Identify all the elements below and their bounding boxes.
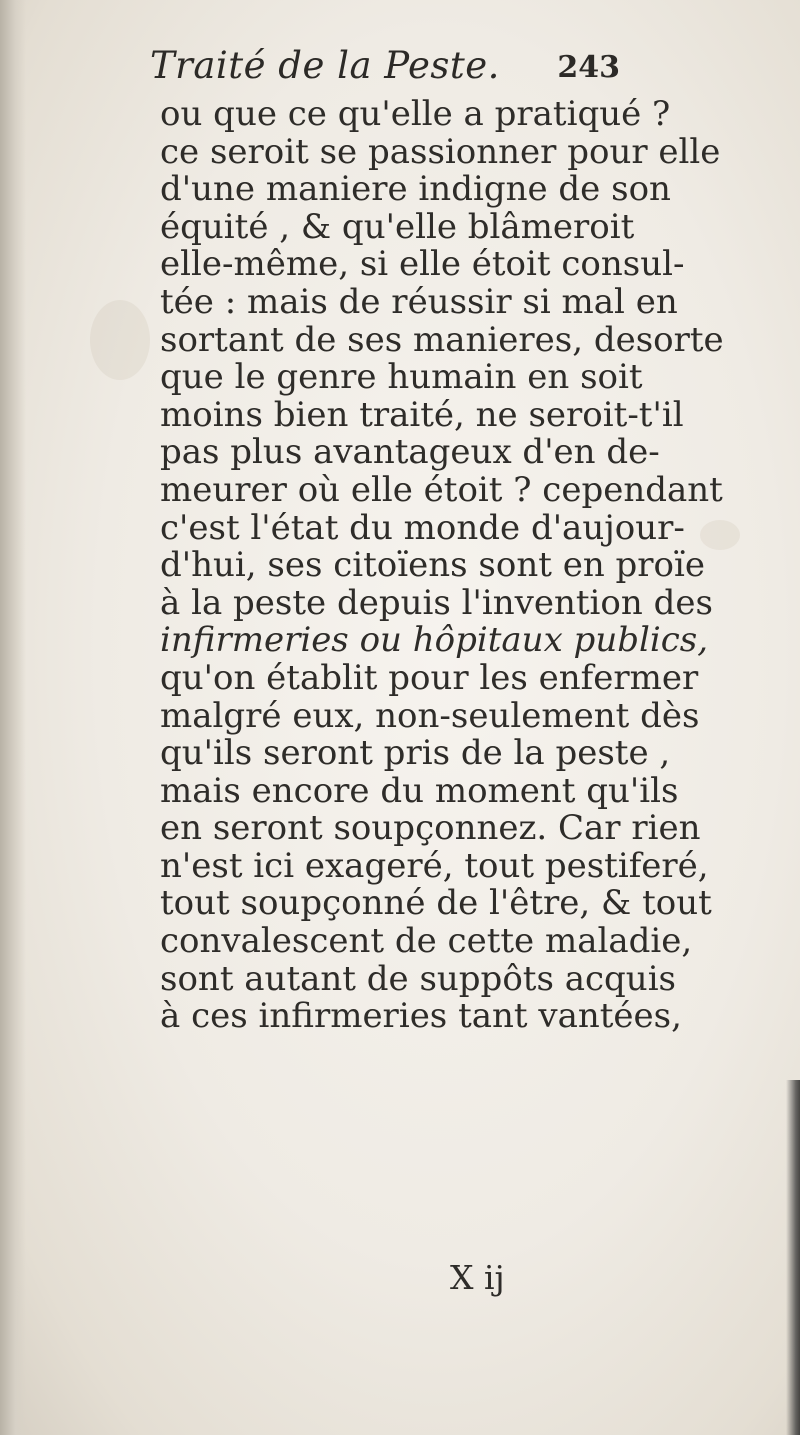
binding-shadow bbox=[0, 0, 26, 1435]
paper-stain bbox=[700, 520, 740, 550]
body-text bbox=[160, 94, 724, 1037]
page-header bbox=[150, 44, 620, 96]
text-line: qu'ils seront pris de la peste , bbox=[160, 733, 671, 774]
text-line: pas plus avantageux d'en de- bbox=[160, 432, 660, 473]
text-line: ou que ce qu'elle a pratiqué ? bbox=[160, 94, 671, 134]
signature-mark: X ij bbox=[450, 1258, 505, 1297]
text-line: à ces infirmeries tant vantées, bbox=[160, 996, 682, 1037]
text-line: sortant de ses manieres, desorte bbox=[160, 319, 724, 360]
text-line: malgré eux, non-seulement dès bbox=[160, 695, 700, 736]
text-line: convalescent de cette maladie, bbox=[160, 921, 693, 962]
text-line: à la peste depuis l'invention des bbox=[160, 582, 713, 623]
text-line: c'est l'état du monde d'aujour- bbox=[160, 507, 685, 548]
text-line: mais encore du moment qu'ils bbox=[160, 770, 679, 811]
text-line: que le genre humain en soit bbox=[160, 357, 643, 398]
page-edge-shadow bbox=[786, 1080, 800, 1435]
text-line: équité , & qu'elle blâmeroit bbox=[160, 206, 635, 247]
text-line: d'une maniere indigne de son bbox=[160, 169, 671, 210]
text-line: tout soupçonné de l'être, & tout bbox=[160, 883, 712, 924]
text-line: sont autant de suppôts acquis bbox=[160, 958, 677, 999]
text-line: n'est ici exageré, tout pestiferé, bbox=[160, 845, 709, 886]
text-line: moins bien traité, ne seroit-t'il bbox=[160, 394, 684, 435]
text-line: meurer où elle étoit ? cependant bbox=[160, 469, 723, 510]
text-line: ce seroit se passionner pour elle bbox=[160, 131, 721, 172]
running-title: Traité de la Peste. bbox=[150, 44, 500, 87]
text-line: en seront soupçonnez. Car rien bbox=[160, 808, 701, 849]
text-line: tée : mais de réussir si mal en bbox=[160, 281, 678, 322]
text-line: qu'on établit pour les enfermer bbox=[160, 657, 699, 698]
paper-stain bbox=[90, 300, 150, 380]
text-line: elle-même, si elle étoit consul- bbox=[160, 244, 685, 285]
text-line-italic: infirmeries ou hôpitaux publics, bbox=[160, 620, 709, 661]
text-line: d'hui, ses citoïens sont en proïe bbox=[160, 545, 706, 586]
page-number: 243 bbox=[557, 50, 620, 85]
